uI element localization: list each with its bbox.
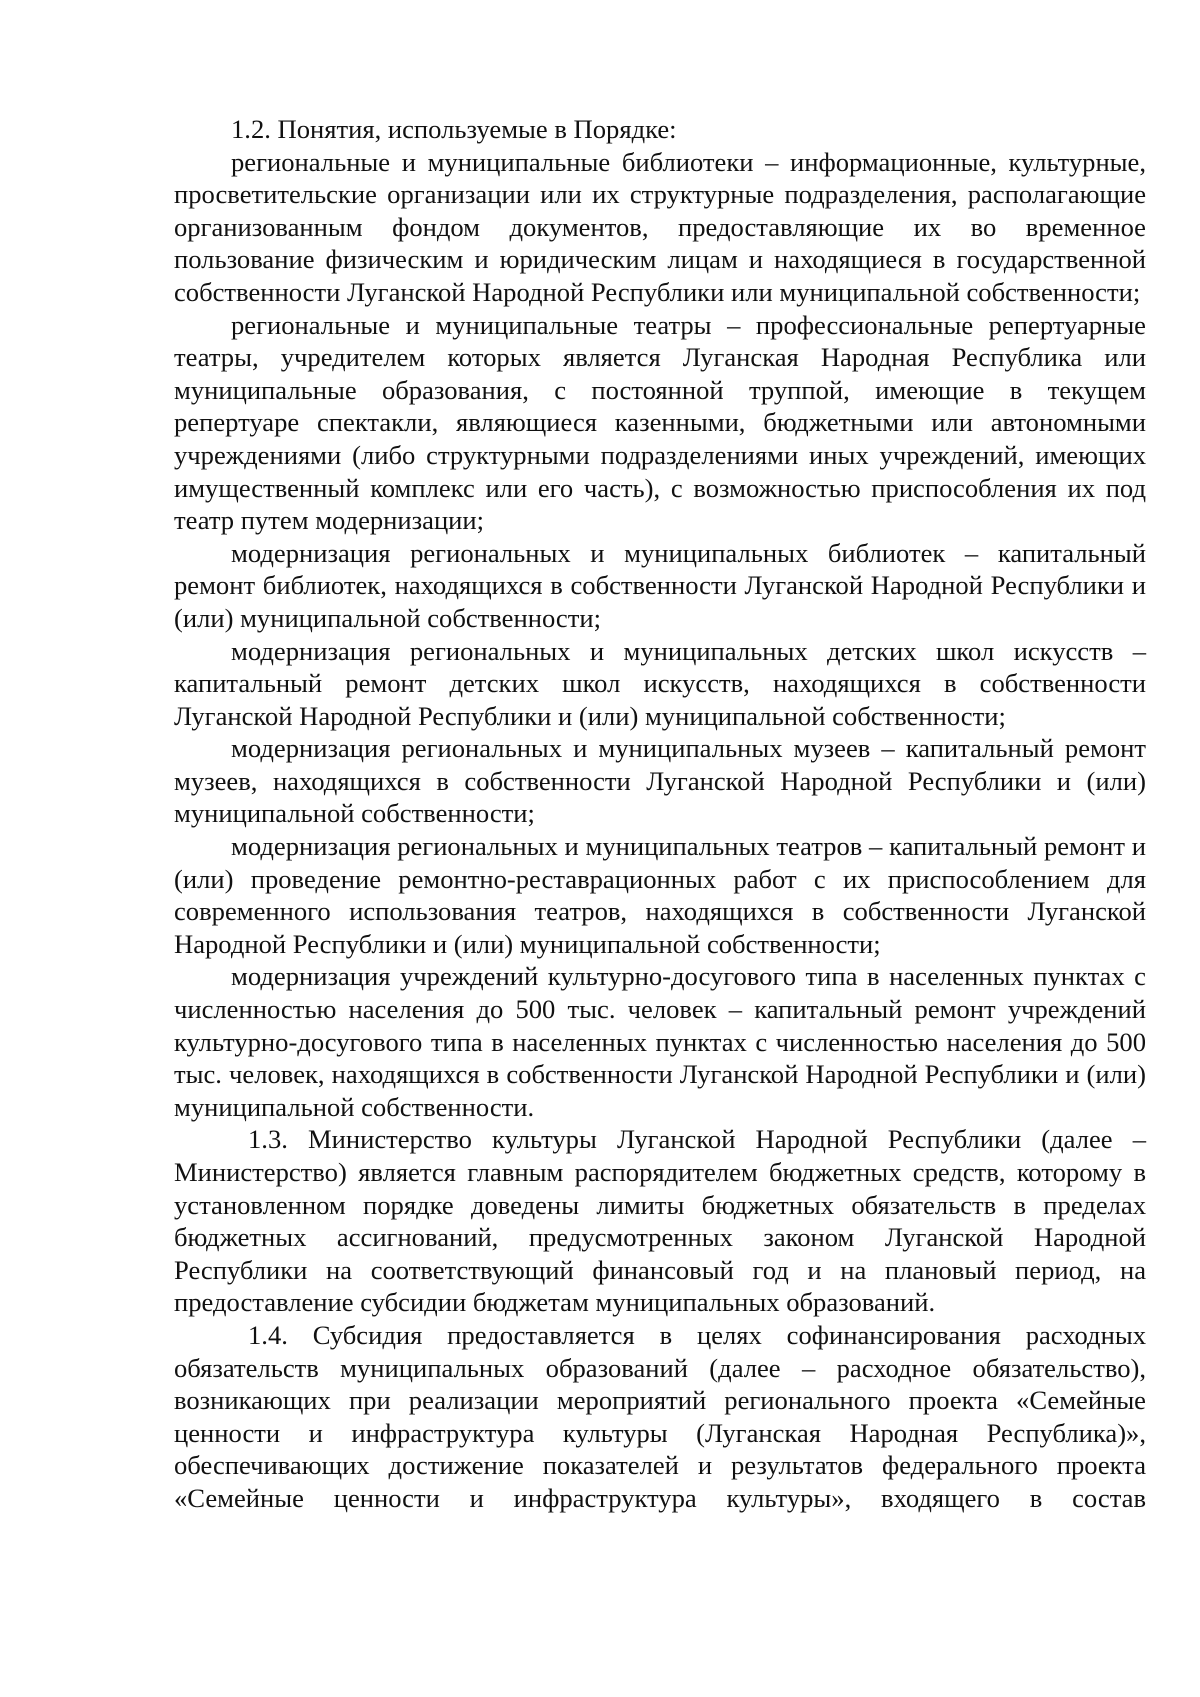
- paragraph-theatres-definition: региональные и муниципальные театры – профессиональные репертуарные театры, учредителем которых является Луганская Народная Республика или муниципальные образования, с постоянной труппой, имеющие в текущем репертуаре спектакли, являющиеся казенными, бюджетными или автономными учреждениями (либо структурными подразделениями иных учреждений, имеющих имущественный комплекс или его часть), с возможностью приспособления их под театр путем модернизации;: [174, 309, 1146, 536]
- document-body: [174, 113, 1146, 1515]
- paragraph-1-2-heading: 1.2. Понятия, используемые в Порядке:: [231, 114, 677, 144]
- paragraph-1-4-subsidy: 1.4. Субсидия предоставляется в целях софинансирования расходных обязательств муниципальных образований (далее – расходное обязательство), возникающих при реализации мероприятий регионального проекта «Семейные ценности и инфраструктура культуры (Луганская Народная Республика)», обеспечивающих достижение показателей и результатов федерального проекта «Семейные ценности и инфраструктура культуры», входящего в состав: [174, 1319, 1146, 1513]
- paragraph-libraries-modernization: модернизация региональных и муниципальных библиотек – капитальный ремонт библиотек, находящихся в собственности Луганской Народной Республики и (или) муниципальной собственности;: [174, 537, 1146, 633]
- paragraph-libraries-definition: региональные и муниципальные библиотеки – информационные, культурные, просветительские организации или их структурные подразделения, располагающие организованным фондом документов, предоставляющие их во временное пользование физическим и юридическим лицам и находящиеся в государственной собственности Луганской Народной Республики или муниципальной собственности;: [174, 146, 1146, 307]
- paragraph-theatres-modernization: модернизация региональных и муниципальных театров – капитальный ремонт и (или) проведение ремонтно-реставрационных работ с их приспособлением для современного использования театров, находящихся в собственности Луганской Народной Республики и (или) муниципальной собственности;: [174, 831, 1146, 959]
- paragraph-museums-modernization: модернизация региональных и муниципальных музеев – капитальный ремонт музеев, находящихся в собственности Луганской Народной Республики и (или) муниципальной собственности;: [174, 733, 1146, 829]
- paragraph-1-3-ministry: 1.3. Министерство культуры Луганской Народной Республики (далее – Министерство) является главным распорядителем бюджетных средств, которому в установленном порядке доведены лимиты бюджетных обязательств в пределах бюджетных ассигнований, предусмотренных законом Луганской Народной Республики на соответствующий финансовый год и на плановый период, на предоставление субсидии бюджетам муниципальных образований.: [174, 1124, 1146, 1318]
- paragraph-cultural-leisure-modernization: модернизация учреждений культурно-досугового типа в населенных пунктах с численностью населения до 500 тыс. человек – капитальный ремонт учреждений культурно-досугового типа в населенных пунктах с численностью населения до 500 тыс. человек, находящихся в собственности Луганской Народной Республики и (или) муниципальной собственности.: [174, 961, 1146, 1122]
- paragraph-art-schools-modernization: модернизация региональных и муниципальных детских школ искусств – капитальный ремонт детских школ искусств, находящихся в собственности Луганской Народной Республики и (или) муниципальной собственности;: [174, 635, 1146, 731]
